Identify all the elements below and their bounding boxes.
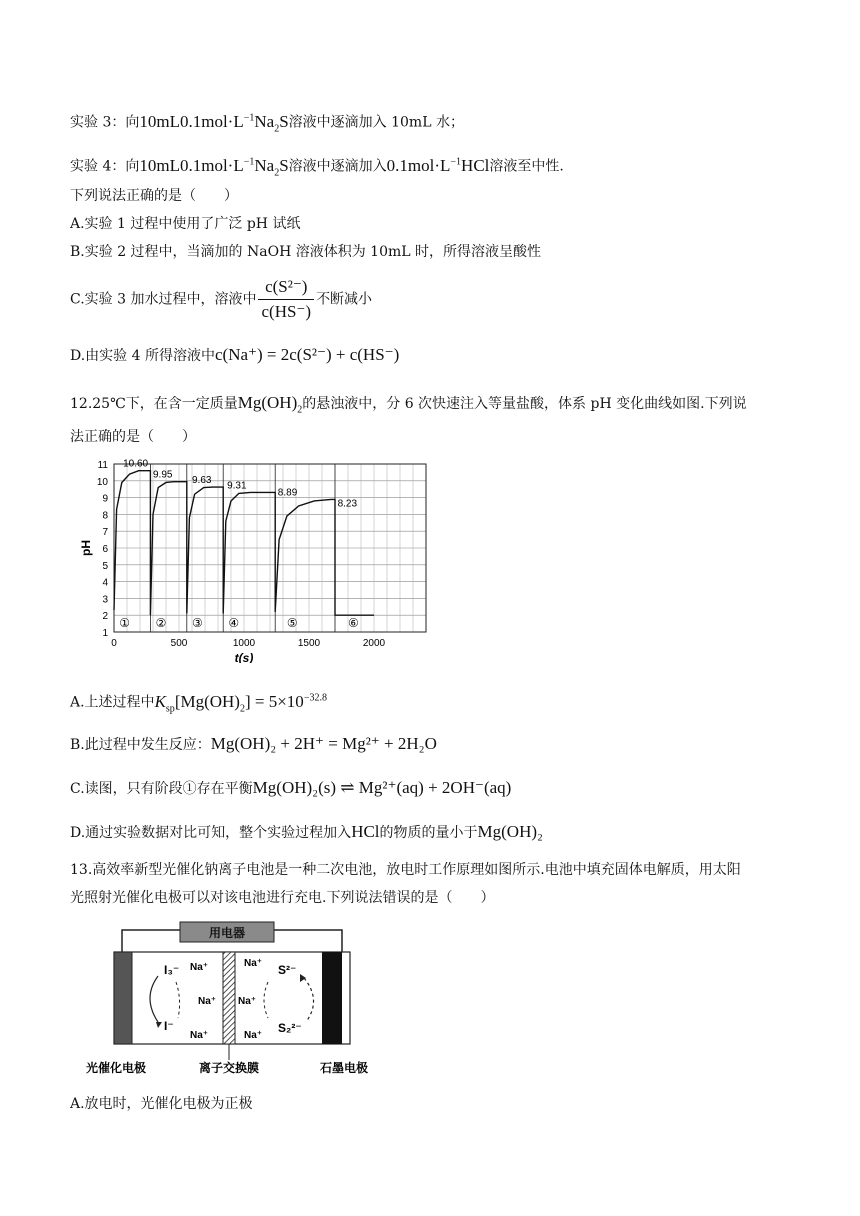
y-tick-label: 3: [102, 594, 108, 606]
label-photocatalytic-electrode: 光催化电极: [85, 1061, 147, 1075]
ion-na-6: Na⁺: [244, 1030, 263, 1041]
q11-d-equation: c(Na⁺) = 2c(S²⁻) + c(HS⁻): [214, 345, 400, 364]
exp4-conc: $10mL0.1mol\cdot L^{-1}Na_2S$: [139, 155, 289, 179]
stage-label: ④: [228, 615, 240, 630]
peak-label: 9.31: [227, 480, 247, 492]
y-tick-label: 5: [102, 560, 108, 572]
y-tick-label: 6: [102, 544, 108, 555]
q12-stem-line2: 法正确的是（ ）: [70, 429, 196, 445]
ion-na-5: Na⁺: [238, 996, 257, 1007]
x-tick-label: 500: [170, 638, 188, 649]
y-tick-label: 9: [102, 493, 108, 505]
ion-na-4: Na⁺: [244, 958, 263, 969]
ion-i: I⁻: [164, 1019, 174, 1033]
q11-option-a: A.实验 1 过程中使用了广泛 pH 试纸: [70, 216, 301, 232]
ion-na-2: Na⁺: [198, 996, 217, 1007]
q12-option-d: D.通过实验数据对比可知，整个实验过程加入HCl的物质的量小于Mg(OH)₂: [70, 822, 543, 841]
stage-label: ⑤: [286, 615, 298, 630]
y-axis-label: pH: [80, 540, 93, 556]
q13-stem-line1: 13.高效率新型光催化钠离子电池是一种二次电池，放电时工作原理如图所示.电池中填充固体电解质，用太阳: [70, 862, 741, 878]
peak-label: 9.95: [153, 469, 173, 481]
exp3-conc: $10mL0.1mol\cdot L^{-1}Na_2S$: [139, 111, 289, 135]
y-tick-label: 10: [96, 476, 108, 488]
ion-s: S²⁻: [278, 963, 297, 977]
stage-label: ⑥: [348, 615, 359, 630]
q13-option-a: A.放电时，光催化电极为正极: [70, 1096, 253, 1112]
q12-option-c: C.读图，只有阶段①存在平衡Mg(OH)₂(s) ⇌ Mg²⁺(aq) + 2OH⁻(aq): [70, 778, 512, 797]
y-tick-label: 7: [102, 527, 108, 539]
experiment-3-line: 实验 3：向$10mL0.1mol\cdot L^{-1}Na_2S$溶液中逐滴加入 10mL 水；: [70, 111, 464, 135]
x-tick-label: 2000: [362, 638, 386, 649]
label-ion-exchange-membrane: 离子交换膜: [198, 1061, 260, 1075]
experiment-4-line: 实验 4：向$10mL0.1mol\cdot L^{-1}Na_2S$溶液中逐滴加入$0.1mol\cdot L^{-1}HCl$溶液至中性.: [70, 155, 564, 179]
x-tick-label: 1500: [297, 638, 321, 649]
ion-exchange-membrane: [223, 952, 235, 1044]
x-axis-label: t(s): [234, 651, 254, 663]
ph-chart-svg: [80, 458, 430, 663]
q11-stem: 下列说法正确的是（ ）: [70, 188, 238, 204]
peak-label: 9.63: [192, 475, 212, 487]
peak-label: 10.60: [123, 458, 149, 470]
graphite-electrode: [322, 952, 342, 1044]
y-tick-label: 8: [102, 510, 108, 522]
x-tick-label: 1000: [232, 638, 256, 649]
y-tick-label: 4: [102, 577, 108, 589]
peak-label: 8.23: [337, 498, 358, 510]
x-tick-label: 0: [111, 638, 117, 649]
q11-option-b: B.实验 2 过程中，当滴加的 NaOH 溶液体积为 10mL 时，所得溶液呈酸性: [70, 244, 542, 260]
ion-na-3: Na⁺: [190, 1030, 209, 1041]
q11-option-c: C.实验 3 加水过程中，溶液中 $\frac{\text{c(S²⁻)}}{c(HS^-)}$ 不断减小: [70, 277, 373, 321]
ion-na-1: Na⁺: [190, 962, 209, 973]
peak-label: 8.89: [277, 487, 298, 499]
stage-label: ③: [192, 615, 203, 630]
ion-i3: I₃⁻: [164, 963, 180, 977]
q12-option-a: A.上述过程中$K_{sp}[Mg(OH)_2] = 5\times 10^{-32.8}$: [70, 691, 327, 715]
battery-diagram-svg: [72, 918, 392, 1078]
photocatalytic-electrode: [114, 952, 132, 1044]
exp4-acid: $0.1mol\cdot L^{-1}HCl$: [386, 155, 490, 175]
y-tick-label: 2: [102, 611, 108, 623]
q12-stem-line1: 12.25℃下，在含一定质量$Mg(OH)_2$的悬浊液中，分 6 次快速注入等量盐酸，体系 pH 变化曲线如图.下列说: [70, 393, 747, 416]
q11-c-fraction: $\frac{\text{c(S²⁻)}}{c(HS^-)}$: [258, 276, 314, 323]
y-tick-label: 11: [97, 460, 108, 471]
q12-option-b: B.此过程中发生反应：Mg(OH)₂ + 2H⁺ = Mg²⁺ + 2H₂O: [70, 734, 437, 753]
ion-s2: S₂²⁻: [278, 1021, 302, 1035]
stage-label: ①: [119, 615, 130, 630]
stage-label: ②: [155, 615, 167, 630]
battery-diagram: [72, 918, 392, 1082]
y-tick-label: 1: [102, 628, 108, 639]
q13-stem-line2: 光照射光催化电极可以对该电池进行充电.下列说法错误的是（ ）: [70, 890, 495, 906]
ph-chart: [80, 458, 430, 667]
q11-option-d: D.由实验 4 所得溶液中c(Na⁺) = 2c(S²⁻) + c(HS⁻): [70, 345, 400, 364]
label-graphite-electrode: 石墨电极: [319, 1061, 369, 1075]
device-label: 用电器: [208, 926, 246, 940]
